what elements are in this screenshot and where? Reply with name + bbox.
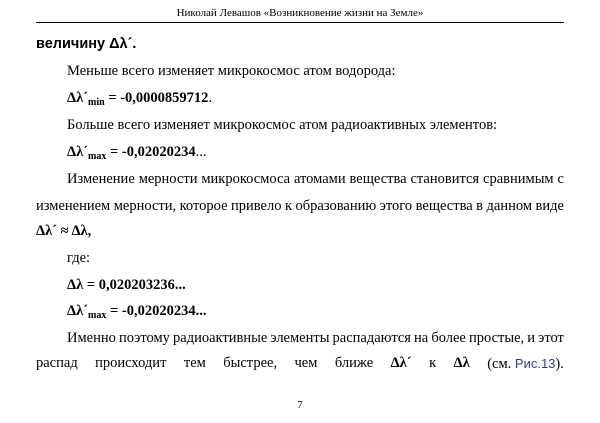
word: атомами — [293, 171, 346, 187]
justified-line-7 — [36, 198, 564, 215]
word: привело — [231, 198, 282, 214]
formula-value: = -0,02020234 — [106, 144, 196, 160]
word: простые, — [468, 330, 525, 346]
formula-symbol: Δλ´ — [67, 144, 89, 160]
running-header: Николай Левашов «Возникновение жизни на Земле» — [176, 7, 424, 19]
word: вещества — [349, 171, 407, 187]
word: распад — [36, 355, 78, 371]
word: в — [476, 198, 484, 214]
word: этого — [379, 198, 413, 214]
formula-max — [67, 144, 206, 161]
word: изменением — [36, 198, 111, 214]
formula-subscript: min — [88, 97, 105, 108]
word: данном — [486, 198, 533, 214]
word: мерности — [138, 171, 198, 187]
word: с — [557, 171, 564, 187]
word-symbol: Δλ — [453, 355, 470, 371]
word: тем — [183, 355, 206, 371]
text-line-where: где: — [67, 250, 91, 266]
word: и — [527, 330, 536, 346]
formula-subscript: max — [88, 151, 107, 162]
justified-line-13 — [36, 355, 564, 373]
word: на — [414, 330, 429, 346]
word: вещества — [415, 198, 473, 214]
word: которое — [179, 198, 228, 214]
word: мерности, — [113, 198, 177, 214]
header-divider — [36, 22, 564, 23]
figure-link[interactable]: Рис.13 — [514, 356, 556, 371]
word: виде — [535, 198, 564, 214]
formula-approx: Δλ´ ≈ Δλ, — [36, 223, 92, 239]
figure-reference — [487, 355, 564, 373]
word-symbol: Δλ´ — [390, 355, 412, 371]
word: (см. — [487, 356, 512, 372]
text-line-radioactive: Больше всего изменяет микрокосмос атом радиоактивных элементов: — [67, 117, 498, 133]
formula-tail: ... — [195, 144, 207, 160]
word: Именно — [67, 330, 116, 346]
paragraph-fragment-bold: величину Δλ´. — [36, 36, 137, 52]
word: образованию — [295, 198, 377, 214]
word: чем — [294, 355, 318, 371]
formula-symbol: Δλ´ — [67, 303, 89, 319]
word: ). — [555, 356, 564, 372]
formula-delta-lambda: Δλ = 0,020203236... — [67, 277, 186, 293]
word: этот — [538, 330, 564, 346]
formula-value: = -0,0000859712 — [104, 90, 209, 106]
word: распадаются — [332, 330, 411, 346]
word: становится — [410, 171, 480, 187]
formula-value: = -0,02020234... — [106, 303, 207, 319]
word: поэтому — [118, 330, 170, 346]
word: к — [429, 355, 437, 371]
justified-line-6 — [67, 171, 564, 188]
word: ближе — [334, 355, 374, 371]
formula-tail: . — [208, 90, 213, 106]
word: элементы — [270, 330, 330, 346]
word: быстрее, — [223, 355, 278, 371]
word: микрокосмоса — [201, 171, 291, 187]
formula-symbol: Δλ´ — [67, 90, 89, 106]
word: сравнимым — [483, 171, 554, 187]
page-number: 7 — [297, 399, 303, 411]
word: к — [284, 198, 293, 214]
formula-min — [67, 90, 212, 107]
word: происходит — [95, 355, 167, 371]
text-line-hydrogen: Меньше всего изменяет микрокосмос атом водорода: — [67, 63, 396, 79]
formula-subscript: max — [88, 310, 107, 321]
formula-max-repeat — [67, 303, 206, 320]
word: Изменение — [67, 171, 135, 187]
word: более — [431, 330, 466, 346]
word: радиоактивные — [173, 330, 268, 346]
justified-line-12 — [67, 330, 564, 347]
